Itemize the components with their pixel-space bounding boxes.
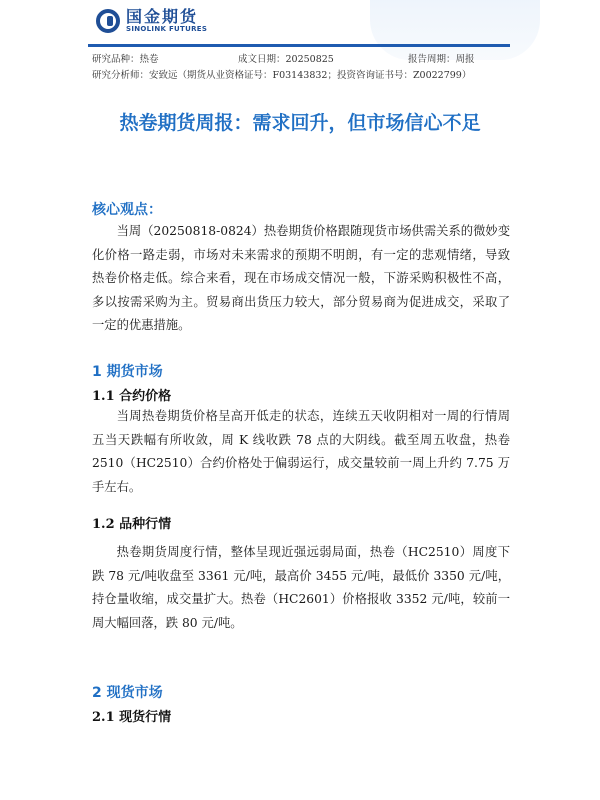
subsection-variety-quote-heading: 1.2 品种行情 xyxy=(92,517,172,532)
meta-variety: 研究品种：热卷 xyxy=(92,54,159,65)
logo-chinese-name: 国金期货 xyxy=(126,7,199,26)
meta-date: 成文日期：20250825 xyxy=(238,54,334,65)
subsection-contract-price-heading: 1.1 合约价格 xyxy=(92,389,172,404)
subsection-spot-quote-heading: 2.1 现货行情 xyxy=(92,710,172,725)
section-futures-heading: 1 期货市场 xyxy=(92,364,163,380)
logo-english-name: SINOLINK FUTURES xyxy=(126,25,208,33)
core-view-heading: 核心观点： xyxy=(92,202,162,218)
header-rule xyxy=(88,44,510,47)
meta-period: 报告周期：周报 xyxy=(408,54,475,65)
contract-price-text: 当周热卷期货价格呈高开低走的状态，连续五天收阴相对一周的行情周五当天跌幅有所收敛，周 K 线收跌 78 点的大阴线。截至周五收盘，热卷 2510（HC2510）合约价格处于偏弱运行，成交量较前一周上升约 7.75 万手左右。 xyxy=(92,409,510,494)
core-view-text: 当周（20250818-0824）热卷期货价格跟随现货市场供需关系的微妙变化价格一路走弱，市场对未来需求的预期不明朗，有一定的悲观情绪，导致热卷价格走低。综合来看，现在市场成交情况一般，下游采购积极性不高，多以按需采购为主。贸易商出货压力较大，部分贸易商为促进成交，采取了一定的优惠措施。 xyxy=(92,224,510,332)
company-logo xyxy=(96,8,207,33)
report-title: 热卷期货周报：需求回升，但市场信心不足 xyxy=(119,112,481,134)
meta-analyst: 研究分析师：安致远（期货从业资格证号：F03143832；投资咨询证书号：Z0022799） xyxy=(92,70,472,81)
section-spot-heading: 2 现货市场 xyxy=(92,685,163,701)
logo-icon xyxy=(96,9,120,33)
variety-quote-text: 热卷期货周度行情，整体呈现近强远弱局面，热卷（HC2510）周度下跌 78 元/吨收盘至 3361 元/吨，最高价 3455 元/吨，最低价 3350 元/吨，持仓量收缩，成交量扩大。热卷（HC2601）价格报收 3352 元/吨，较前一周大幅回落，跌 80 元/吨。 xyxy=(92,545,510,630)
